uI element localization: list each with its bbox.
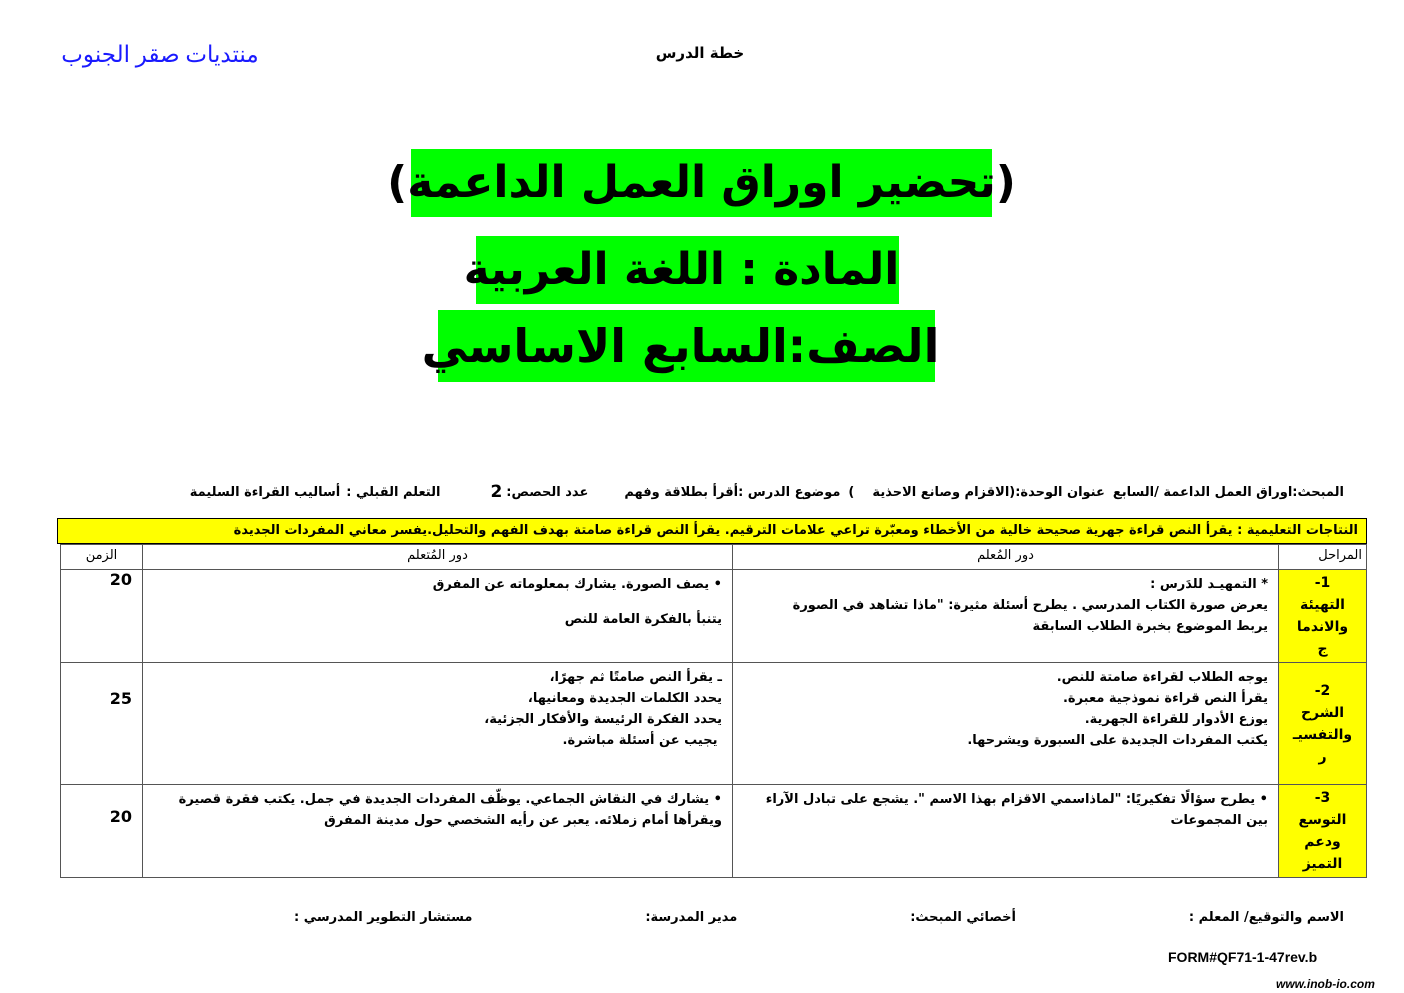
principal-label: مدير المدرسة:: [645, 910, 738, 925]
stage-name: والاندما: [1296, 619, 1349, 635]
time-value: 25: [109, 689, 132, 708]
teacher-signature-label: الاسم والتوقيع/ المعلم :: [1188, 910, 1344, 925]
topic-value: اوراق العمل الداعمة /السابع: [1112, 484, 1293, 500]
topic-label: المبحث:: [1292, 484, 1344, 500]
teacher-step: يكتب المفردات الجديدة على السبورة ويشرحها.: [967, 733, 1268, 748]
banner-grade-text: الصف:السابع الاساسي: [421, 319, 940, 373]
header-teacher-role: دور المُعلم: [733, 545, 1279, 570]
table-row: [61, 663, 1367, 785]
time-cell: [61, 785, 143, 878]
prior-learning-value: أساليب القراءة السليمة: [189, 484, 341, 500]
header-time: الزمن: [61, 545, 143, 570]
unit-label: عنوان الوحدة:: [1015, 484, 1105, 500]
forum-name: منتديات صقر الجنوب: [61, 42, 259, 67]
teacher-step: يوجه الطلاب لقراءة صامتة للنص.: [1056, 670, 1268, 685]
stage-cell: [1279, 785, 1367, 878]
unit-value: (الاقزام وصانع الاحذية ): [848, 484, 1016, 500]
stage-number: 1-: [1314, 575, 1331, 591]
learner-role-cell: [143, 785, 733, 878]
periods-value: 2: [490, 482, 503, 502]
learner-step: يتنبأ بالفكرة العامة للنص: [564, 612, 722, 627]
learner-step: يحدد الكلمات الجديدة ومعانيها،: [527, 691, 722, 706]
learner-step: ـ يقرأ النص صامتًا ثم جهرًا،: [549, 670, 722, 685]
signature-line: [294, 910, 1344, 925]
development-consultant-label: مستشار التطوير المدرسي :: [294, 910, 473, 925]
table-row: [61, 785, 1367, 878]
stage-name: الشرح: [1300, 704, 1345, 721]
learner-role-cell: [143, 663, 733, 785]
learner-role-cell: [143, 570, 733, 663]
banner-subject: [463, 236, 900, 304]
subject-specialist-label: أخصائي المبحث:: [910, 910, 1016, 925]
stage-name: التهيئة: [1300, 597, 1345, 613]
teacher-role-cell: [733, 663, 1279, 785]
banner-title-text: (تحضير اوراق العمل الداعمة): [387, 157, 1016, 208]
time-cell: [61, 663, 143, 785]
teacher-step: • يطرح سؤالًا تفكيريًا: "لماذاسمي الاقزام بهذا الاسم ". يشجع على تبادل الآراء: [765, 792, 1268, 807]
stage-name: التوسع: [1298, 812, 1347, 828]
stage-name: والتفسيـ: [1292, 726, 1353, 743]
teacher-step: يوزع الأدوار للقراءة الجهرية.: [1084, 712, 1268, 727]
periods-label: عدد الحصص:: [506, 484, 589, 500]
teacher-step: يقرأ النص قراءة نموذجية معبرة.: [1062, 691, 1268, 706]
form-code: FORM#QF71-1-47rev.b: [1168, 949, 1318, 965]
stage-number: 2-: [1314, 682, 1331, 699]
prior-learning-label: التعلم القبلي :: [346, 484, 441, 500]
teacher-role-cell: [733, 570, 1279, 663]
lesson-meta: [144, 482, 1344, 502]
site-watermark: www.inob-io.com: [1276, 977, 1375, 991]
stage-number: 3-: [1314, 790, 1331, 806]
table-row: [61, 570, 1367, 663]
time-cell: [61, 570, 143, 663]
learner-step: • يشارك في النقاش الجماعي. يوظّف المفردات الجديدة في جمل. يكتب فقرة قصيرة: [178, 792, 722, 807]
stage-name: ج: [1317, 641, 1328, 657]
learner-step: • يصف الصورة. يشارك بمعلوماته عن المفرق: [432, 577, 722, 592]
stage-name: ودعم: [1304, 834, 1341, 850]
banner-title: [387, 149, 1016, 217]
teacher-step: بين المجموعات: [1170, 813, 1268, 828]
stage-cell: [1279, 570, 1367, 663]
banner-subject-text: المادة : اللغة العربية: [463, 244, 900, 295]
teacher-step: * التمهيـد للدَرس :: [1150, 577, 1268, 592]
lesson-value: أقرأ بطلاقة وفهم: [624, 484, 739, 500]
header-stages: المراحل: [1279, 545, 1367, 570]
learning-outcomes: النتاجات التعليمية : يقرأ النص قراءة جهرية صحيحة خالية من الأخطاء ومعبّرة تراعي علامات الترقيم. يقرأ النص قراءة صامتة بهدف الفهم والتحليل.يفسر معاني المفردات الجديدة: [57, 518, 1367, 544]
teacher-step: يربط الموضوع بخبرة الطلاب السابقة: [1032, 619, 1268, 634]
stage-cell: [1279, 663, 1367, 785]
table-header-row: [61, 545, 1367, 570]
doc-title: خطة الدرس: [655, 44, 745, 62]
banner-grade: [421, 310, 940, 382]
lesson-plan-table: [60, 544, 1367, 878]
learner-step: يجيب عن أسئلة مباشرة.: [562, 733, 722, 748]
teacher-role-cell: [733, 785, 1279, 878]
stage-name: ر: [1318, 748, 1327, 765]
teacher-step: يعرض صورة الكتاب المدرسي . يطرح أسئلة مثيرة: "ماذا تشاهد في الصورة: [792, 598, 1268, 613]
lesson-label: موضوع الدرس :: [738, 484, 841, 500]
time-value: 20: [109, 570, 132, 589]
learner-step: ويقرأها أمام زملائه. يعبر عن رأيه الشخصي حول مدينة المفرق: [324, 813, 722, 828]
learner-step: يحدد الفكرة الرئيسة والأفكار الجزئية،: [484, 712, 722, 727]
header-learner-role: دور المُتعلم: [143, 545, 733, 570]
time-value: 20: [109, 807, 132, 826]
stage-name: التميز: [1302, 856, 1343, 872]
